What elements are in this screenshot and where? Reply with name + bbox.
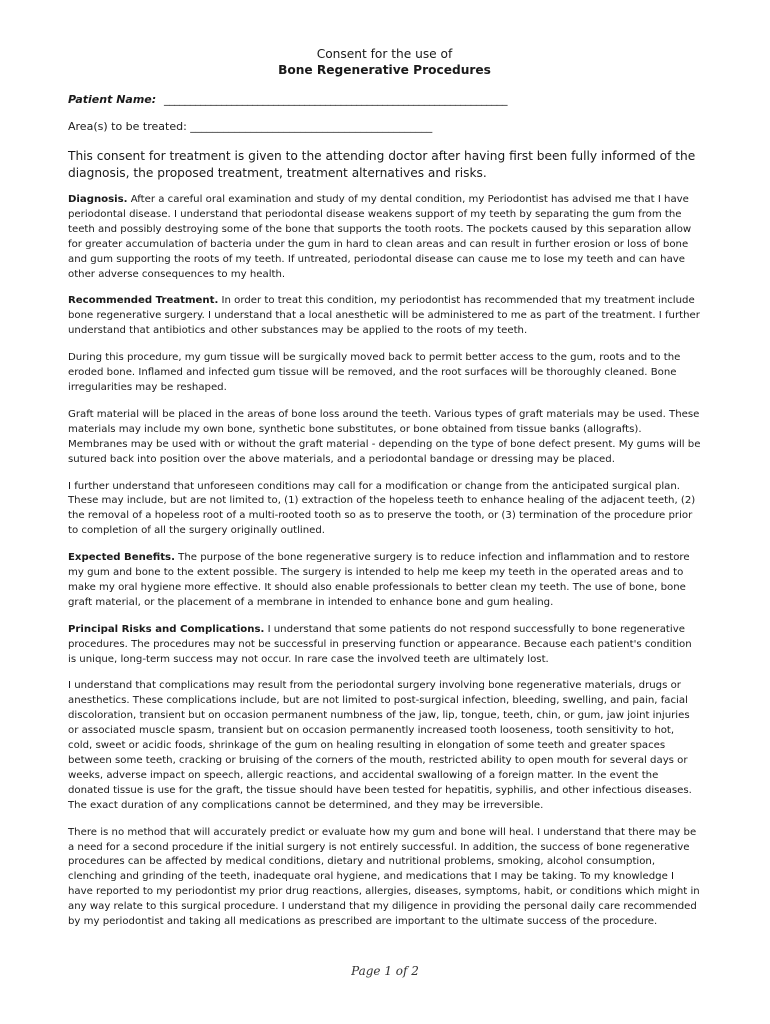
section-unforeseen-conditions	[68, 480, 701, 540]
section-recommended-treatment	[68, 294, 701, 339]
area-treated-field[interactable]: Area(s) to be treated: ____________________________________________	[68, 120, 433, 133]
section-heading: Expected Benefits.	[68, 552, 175, 564]
section-text: I understand that some patients do not respond successfully to bone regenerative procedures. The procedures may not be successful in preserving function or appearance. Because each patient's condition is unique, long-term success may not occur. In rare case the involved teeth are ultimately lost.	[68, 623, 692, 665]
section-graft-material	[68, 408, 701, 468]
section-text: There is no method that will accurately predict or evaluate how my gum and bone will heal. I understand that there may be a need for a second procedure if the initial surgery is not entirely successful. In addition, the success of bone regenerative procedures can be affected by medical conditions, dietary and nutritional problems, smoking, alcohol consumption, clenching and grinding of the teeth, inadequate oral hygiene, and medications that I may be taking. To my knowledge I have reported to my periodontist my prior drug reactions, allergies, diseases, symptoms, habit, or conditions which might in any way relate to this surgical procedure. I understand that my diligence in providing the personal daily care recommended by my periodontist and taking all medications as prescribed are important to the ultimate success of the procedure.	[68, 826, 700, 928]
section-expected-benefits	[68, 551, 701, 611]
patient-name-field[interactable]: __________________________________________________________________	[164, 93, 508, 106]
section-text: The purpose of the bone regenerative surgery is to reduce infection and inflammation and to restore my gum and bone to the extent possible. The surgery is intended to help me keep my teeth in the operated areas and to make my oral hygiene more effective. It should also enable professionals to better clean my teeth. The use of bone, bone graft material, or the placement of a membrane in intended to enhance bone and gum healing.	[68, 552, 690, 608]
section-heading: Diagnosis.	[68, 194, 128, 205]
section-healing	[68, 826, 701, 930]
consent-document	[68, 46, 701, 930]
section-text: After a careful oral examination and study of my dental condition, my Periodontist has advised me that I have periodontal disease. I understand that periodontal disease weakens support of my teeth by separating the gum from the teeth and possibly destroying some of the bone that supports the tooth roots. The pockets caused by this separation allow for greater accumulation of bacteria under the gum in hard to clean areas and can result in further erosion or loss of bone and gum supporting the roots of my teeth. If untreated, periodontal disease can cause me to lose my teeth and can have other adverse consequences to my health.	[68, 194, 692, 280]
patient-name-row	[68, 92, 701, 107]
section-heading: Principal Risks and Complications.	[68, 623, 265, 635]
section-procedure	[68, 351, 701, 396]
section-principal-risks	[68, 623, 701, 668]
section-text: In order to treat this condition, my periodontist has recommended that my treatment include bone regenerative surgery. I understand that a local anesthetic will be administered to me as part of the treatment. I further understand that antibiotics and other substances may be applied to the roots of my teeth.	[68, 295, 700, 337]
section-text: I further understand that unforeseen conditions may call for a modification or change from the anticipated surgical plan. These may include, but are not limited to, (1) extraction of the hopeless teeth to enhance healing of the adjacent teeth, (2) the removal of a hopeless root of a multi-rooted tooth so as to preserve the tooth, or (3) termination of the procedure prior to completion of all the surgery originally outlined.	[68, 480, 696, 537]
intro-statement: This consent for treatment is given to the attending doctor after having first been fully informed of the diagnosis, the proposed treatment, treatment alternatives and risks.	[68, 149, 696, 180]
document-title: Bone Regenerative Procedures	[278, 63, 491, 77]
page-number: Page 1 of 2	[351, 964, 419, 978]
section-diagnosis	[68, 193, 701, 282]
section-complications	[68, 679, 701, 813]
section-heading: Recommended Treatment.	[68, 295, 219, 307]
document-title-line1: Consent for the use of	[316, 47, 453, 61]
section-text: Graft material will be placed in the areas of bone loss around the teeth. Various types of graft materials may be used. These materials may include my own bone, synthetic bone substitutes, or bone obtained from tissue banks (allografts). Membranes may be used with or without the graft material - depending on the type of bone defect present. My gums will be sutured back into position over the above materials, and a periodontal bandage or dressing may be placed.	[68, 408, 701, 465]
patient-name-label: Patient Name:	[68, 93, 157, 106]
section-text: During this procedure, my gum tissue will be surgically moved back to permit better access to the gum, roots and to the eroded bone. Inflamed and infected gum tissue will be removed, and the root surfaces will be thoroughly cleaned. Bone irregularities may be reshaped.	[68, 352, 681, 393]
section-text: I understand that complications may result from the periodontal surgery involving bone regenerative materials, drugs or anesthetics. These complications include, but are not limited to post-surgical infection, bleeding, swelling, and pain, facial discoloration, transient but on occasion permanent numbness of the jaw, lip, tongue, teeth, chin, or gum, jaw joint injuries or associated muscle spasm, transient but on occasion permanently increased tooth looseness, tooth sensitivity to hot, cold, sweet or acidic foods, shrinkage of the gum on healing resulting in elongation of some teeth and greater spaces between some teeth, cracking or bruising of the corners of the mouth, restricted ability to open mouth for several days or weeks, adverse impact on speech, allergic reactions, and accidental swallowing of a foreign matter. In the event the donated tissue is use for the graft, the tissue should have been tested for hepatitis, syphilis, and other infectious diseases. The exact duration of any complications cannot be determined, and they may be irreversible.	[68, 680, 692, 811]
